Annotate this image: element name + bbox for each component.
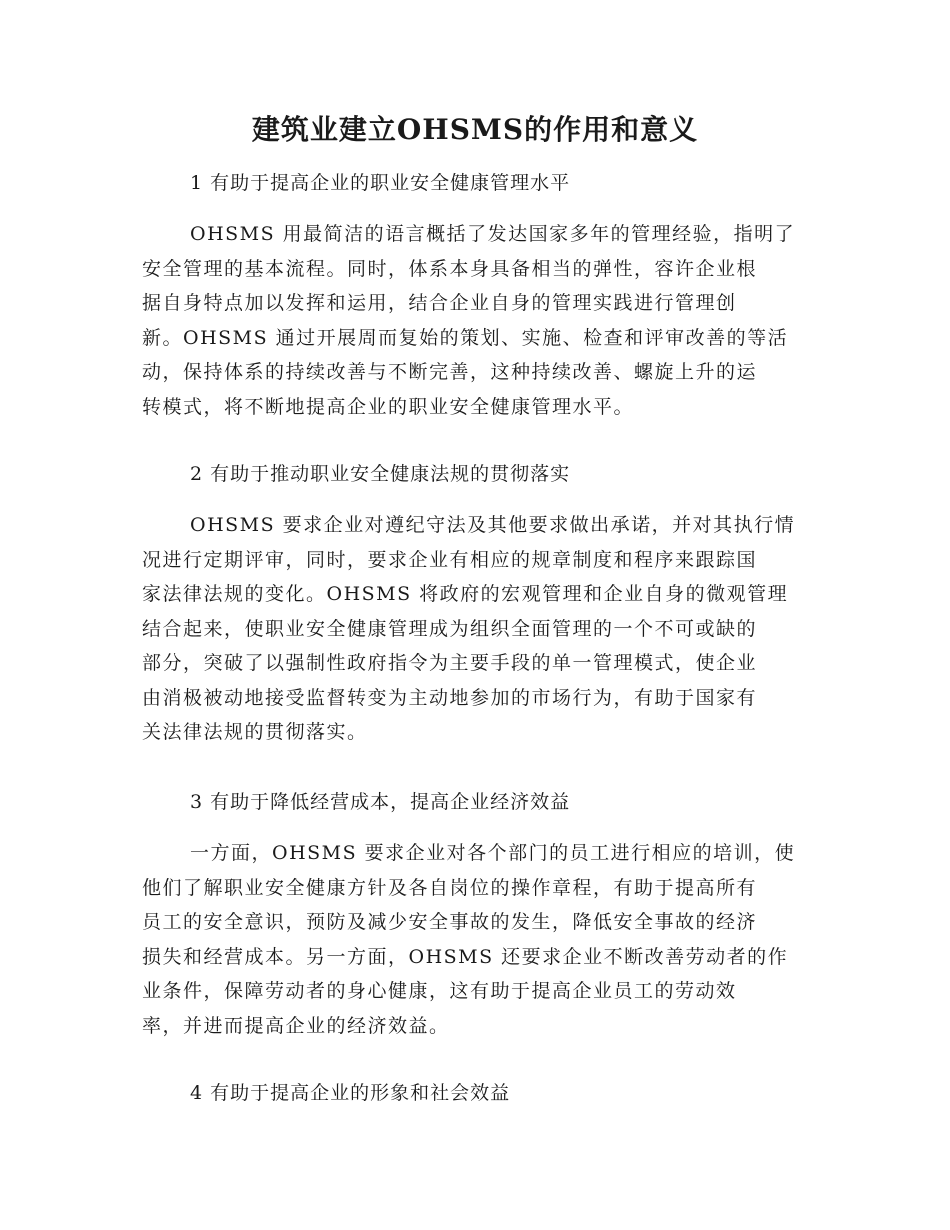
section-heading-4: 4 有助于提高企业的形象和社会效益 (190, 1082, 511, 1104)
paragraph-line: 家法律法规的变化。OHSMS 将政府的宏观管理和企业自身的微观管理 (142, 583, 789, 605)
paragraph-line: 率，并进而提高企业的经济效益。 (142, 1014, 450, 1037)
section-heading-2: 2 有助于推动职业安全健康法规的贯彻落实 (190, 463, 571, 485)
paragraph-line: 关法律法规的贯彻落实。 (142, 721, 368, 743)
paragraph-line: 新。OHSMS 通过开展周而复始的策划、实施、检查和评审改善的等活 (142, 326, 789, 349)
section-heading-3: 3 有助于降低经营成本，提高企业经济效益 (190, 791, 571, 813)
paragraph-line: 据自身特点加以发挥和运用，结合企业自身的管理实践进行管理创 (142, 292, 737, 314)
paragraph-line: OHSMS 用最简洁的语言概括了发达国家多年的管理经验，指明了 (190, 223, 796, 245)
section-heading-1: 1 有助于提高企业的职业安全健康管理水平 (190, 172, 571, 194)
paragraph-line: 员工的安全意识，预防及减少安全事故的发生，降低安全事故的经济 (142, 911, 758, 933)
section-paragraph-2 (142, 508, 814, 750)
paragraph-line: OHSMS 要求企业对遵纪守法及其他要求做出承诺，并对其执行情 (190, 514, 796, 536)
paragraph-line: 部分，突破了以强制性政府指令为主要手段的单一管理模式，使企业 (142, 652, 758, 674)
section-paragraph-1 (142, 217, 814, 424)
paragraph-line: 况进行定期评审，同时，要求企业有相应的规章制度和程序来跟踪国 (142, 548, 758, 571)
document-title: 建筑业建立OHSMS的作用和意义 (251, 113, 699, 146)
paragraph-line: 转模式，将不断地提高企业的职业安全健康管理水平。 (142, 395, 635, 418)
paragraph-line: 结合起来，使职业安全健康管理成为组织全面管理的一个不可或缺的 (142, 617, 758, 640)
paragraph-line: 他们了解职业安全健康方针及各自岗位的操作章程，有助于提高所有 (142, 876, 758, 899)
section-paragraph-3 (142, 836, 814, 1043)
paragraph-line: 由消极被动地接受监督转变为主动地参加的市场行为，有助于国家有 (142, 686, 758, 709)
paragraph-line: 一方面，OHSMS 要求企业对各个部门的员工进行相应的培训，使 (190, 842, 796, 864)
paragraph-line: 动，保持体系的持续改善与不断完善，这种持续改善、螺旋上升的运 (142, 361, 758, 383)
paragraph-line: 业条件，保障劳动者的身心健康，这有助于提高企业员工的劳动效 (142, 980, 737, 1002)
paragraph-line: 损失和经营成本。另一方面，OHSMS 还要求企业不断改善劳动者的作 (142, 945, 789, 968)
paragraph-line: 安全管理的基本流程。同时，体系本身具备相当的弹性，容许企业根 (142, 257, 758, 280)
